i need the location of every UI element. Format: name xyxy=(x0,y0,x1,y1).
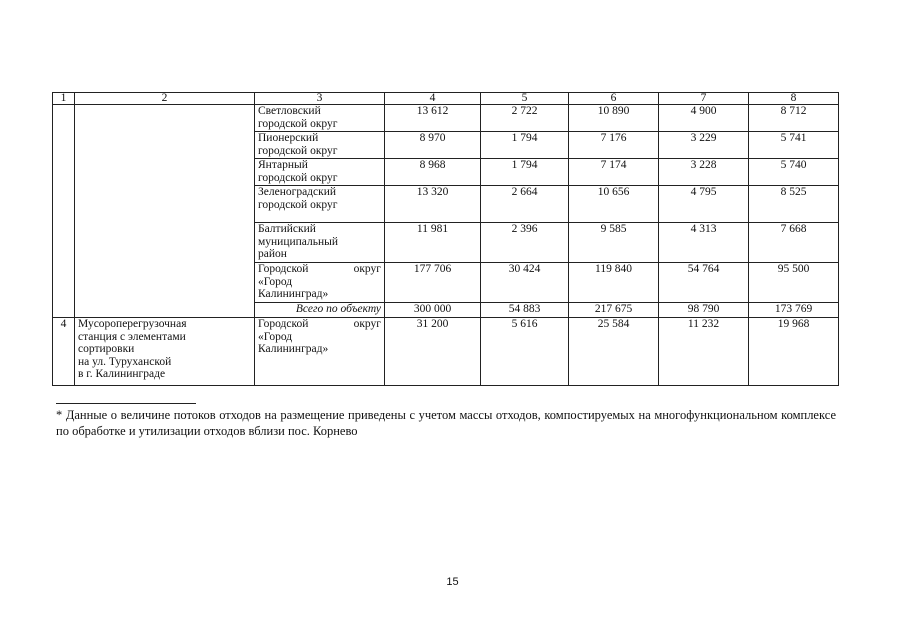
area-cell: Зеленоградский городской округ xyxy=(255,186,385,223)
value-cell: 5 741 xyxy=(749,132,839,159)
value-cell: 95 500 xyxy=(749,263,839,303)
column-number: 7 xyxy=(659,93,749,105)
value-cell: 3 228 xyxy=(659,159,749,186)
value-cell: 1 794 xyxy=(481,159,569,186)
value-cell: 4 795 xyxy=(659,186,749,223)
object-name-cell xyxy=(75,105,255,318)
value-cell: 7 176 xyxy=(569,132,659,159)
area-cell xyxy=(255,318,385,386)
footnote-divider xyxy=(56,403,196,404)
column-number: 6 xyxy=(569,93,659,105)
value-cell: 3 229 xyxy=(659,132,749,159)
value-cell: 2 396 xyxy=(481,223,569,263)
value-cell: 11 981 xyxy=(385,223,481,263)
value-cell: 8 968 xyxy=(385,159,481,186)
column-number: 1 xyxy=(53,93,75,105)
area-cell: Балтийский муниципальный район xyxy=(255,223,385,263)
column-number: 3 xyxy=(255,93,385,105)
value-cell: 4 313 xyxy=(659,223,749,263)
total-label: Всего по объекту xyxy=(255,303,385,318)
value-cell: 2 664 xyxy=(481,186,569,223)
row-number-cell: 4 xyxy=(53,318,75,386)
area-cell: Светловский городской округ xyxy=(255,105,385,132)
value-cell: 119 840 xyxy=(569,263,659,303)
value-cell: 177 706 xyxy=(385,263,481,303)
column-number: 8 xyxy=(749,93,839,105)
area-cell: Пионерский городской округ xyxy=(255,132,385,159)
column-number: 4 xyxy=(385,93,481,105)
waste-flow-table xyxy=(52,92,839,386)
value-cell: 9 585 xyxy=(569,223,659,263)
value-cell: 5 616 xyxy=(481,318,569,386)
value-cell: 54 764 xyxy=(659,263,749,303)
value-cell: 5 740 xyxy=(749,159,839,186)
table-row xyxy=(53,105,839,132)
total-value: 173 769 xyxy=(749,303,839,318)
column-number: 2 xyxy=(75,93,255,105)
column-number: 5 xyxy=(481,93,569,105)
column-number-row xyxy=(53,93,839,105)
total-value: 54 883 xyxy=(481,303,569,318)
value-cell: 8 712 xyxy=(749,105,839,132)
value-cell: 4 900 xyxy=(659,105,749,132)
value-cell: 1 794 xyxy=(481,132,569,159)
value-cell: 13 320 xyxy=(385,186,481,223)
value-cell: 31 200 xyxy=(385,318,481,386)
area-line: «Город Калининград» xyxy=(258,330,329,355)
value-cell: 19 968 xyxy=(749,318,839,386)
value-cell: 8 970 xyxy=(385,132,481,159)
value-cell: 7 174 xyxy=(569,159,659,186)
object-name-cell: Мусороперегрузочная станция с элементами сортировки на ул. Туруханской в г. Калининграде xyxy=(75,318,255,386)
value-cell: 11 232 xyxy=(659,318,749,386)
total-value: 217 675 xyxy=(569,303,659,318)
value-cell: 8 525 xyxy=(749,186,839,223)
footnote: * Данные о величине потоков отходов на размещение приведены с учетом массы отходов, компостируемых на многофункциональном комплексе по обработке и утилизации отходов вблизи пос. Корнево xyxy=(56,408,836,438)
value-cell: 25 584 xyxy=(569,318,659,386)
value-cell: 13 612 xyxy=(385,105,481,132)
value-cell: 30 424 xyxy=(481,263,569,303)
area-line: Городской округ xyxy=(258,318,381,330)
area-cell: Янтарный городской округ xyxy=(255,159,385,186)
page-number: 15 xyxy=(446,576,459,588)
area-cell xyxy=(255,263,385,303)
area-line: Городской округ xyxy=(258,263,381,275)
row-number-cell xyxy=(53,105,75,318)
value-cell: 7 668 xyxy=(749,223,839,263)
value-cell: 2 722 xyxy=(481,105,569,132)
total-value: 98 790 xyxy=(659,303,749,318)
value-cell: 10 890 xyxy=(569,105,659,132)
table-row xyxy=(53,318,839,386)
area-line: «Город Калининград» xyxy=(258,275,329,300)
total-value: 300 000 xyxy=(385,303,481,318)
value-cell: 10 656 xyxy=(569,186,659,223)
